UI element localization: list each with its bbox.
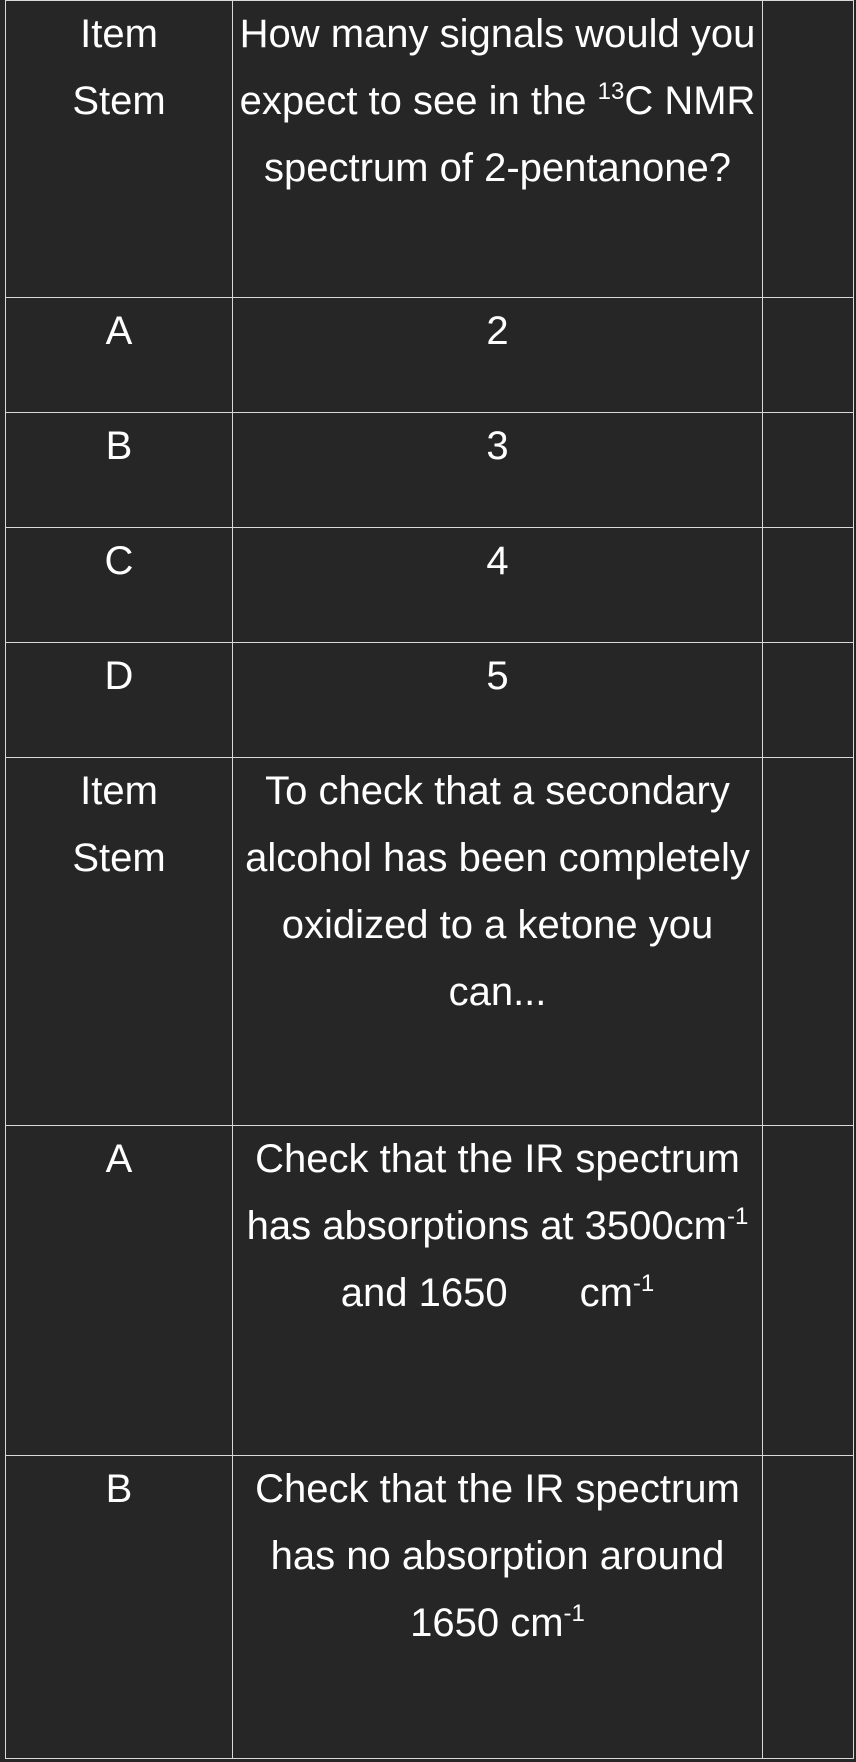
option-row xyxy=(6,528,854,643)
option-text: 3 xyxy=(486,424,509,468)
option-label: A xyxy=(105,309,133,353)
option-text: Check that the IR spectrum has absorptions at $3500cm^{-1}$ and 1650 $cm^{-1}$ xyxy=(246,1137,749,1315)
question-1-stem-row xyxy=(6,1,854,298)
option-row xyxy=(6,1126,854,1456)
empty-cell xyxy=(763,298,854,413)
option-label-cell xyxy=(6,1126,233,1456)
empty-cell xyxy=(763,528,854,643)
question-2-stem-text: To check that a secondary alcohol has been completely oxidized to a ketone you can... xyxy=(245,769,750,1014)
question-2-stem-row xyxy=(6,758,854,1126)
option-label-cell xyxy=(6,298,233,413)
option-text: Check that the IR spectrum has no absorption around 1650 $cm^{-1}$ xyxy=(255,1467,740,1645)
option-label-cell xyxy=(6,413,233,528)
option-label-cell xyxy=(6,528,233,643)
unit-superscript: -1 xyxy=(726,1203,749,1230)
option-text-cell xyxy=(233,298,763,413)
option-text-cell xyxy=(233,1126,763,1456)
empty-cell xyxy=(763,758,854,1126)
quiz-table xyxy=(5,0,854,1759)
option-row xyxy=(6,643,854,758)
option-text-cell xyxy=(233,643,763,758)
option-label-cell xyxy=(6,643,233,758)
option-label: C xyxy=(104,539,134,583)
option-text-cell xyxy=(233,413,763,528)
option-row xyxy=(6,298,854,413)
option-text: 2 xyxy=(486,309,509,353)
empty-cell xyxy=(763,1456,854,1759)
option-text: 5 xyxy=(486,654,509,698)
empty-cell xyxy=(763,1126,854,1456)
stem-text-cell xyxy=(233,1,763,298)
empty-cell xyxy=(763,643,854,758)
option-text-cell xyxy=(233,528,763,643)
stem-label: Item Stem xyxy=(72,12,166,123)
isotope-superscript: 13 xyxy=(597,78,625,105)
option-text: 4 xyxy=(486,539,509,583)
stem-label-cell xyxy=(6,1,233,298)
stem-text-cell xyxy=(233,758,763,1126)
option-label: D xyxy=(104,654,134,698)
unit-superscript: -1 xyxy=(632,1270,655,1297)
option-label: B xyxy=(105,424,133,468)
option-text-cell xyxy=(233,1456,763,1759)
option-row xyxy=(6,413,854,528)
stem-label-cell xyxy=(6,758,233,1126)
option-label: B xyxy=(105,1467,133,1511)
question-1-stem-text: How many signals would you expect to see in the $^{13}$C NMR spectrum of 2-pentanone? xyxy=(239,12,756,190)
unit-superscript: -1 xyxy=(563,1600,585,1627)
option-row xyxy=(6,1456,854,1759)
empty-cell xyxy=(763,1,854,298)
option-label-cell xyxy=(6,1456,233,1759)
stem-label: Item Stem xyxy=(72,769,166,880)
empty-cell xyxy=(763,413,854,528)
option-label: A xyxy=(105,1137,133,1181)
